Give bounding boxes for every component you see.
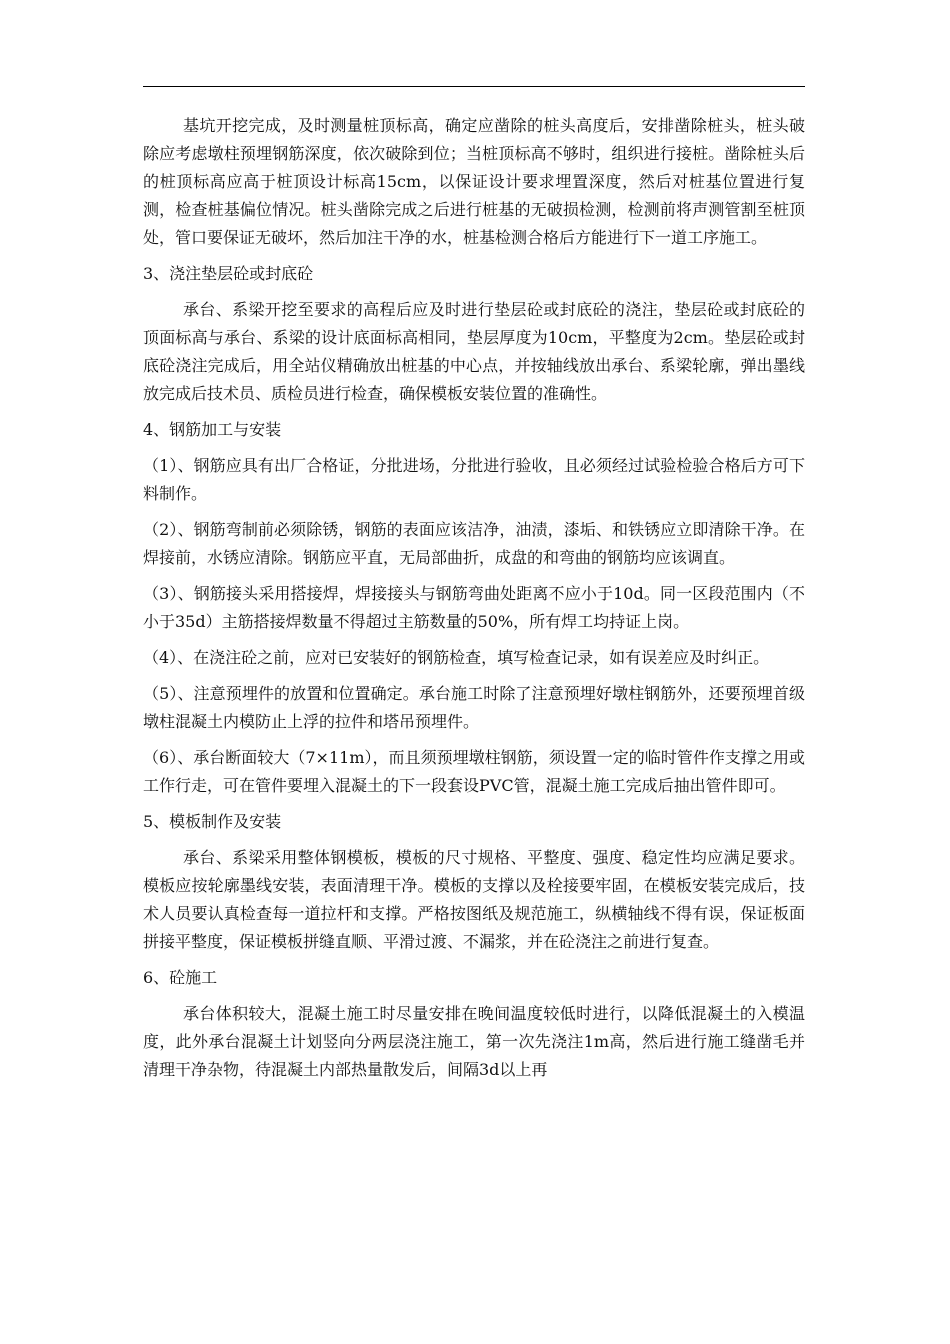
list-item-rebar-1: （1）、钢筋应具有出厂合格证，分批进场，分批进行验收，且必须经过试验检验合格后方可下料制作。	[143, 456, 805, 503]
section-heading-5: 5、模板制作及安装	[143, 812, 282, 831]
paragraph-concrete-construction: 承台体积较大，混凝土施工时尽量安排在晚间温度较低时进行，以降低混凝土的入模温度，此外承台混凝土计划竖向分两层浇注施工，第一次先浇注1m高，然后进行施工缝凿毛并清理干净杂物，待混凝土内部热量散发后，间隔3d以上再	[143, 1004, 805, 1079]
list-item-rebar-6: （6）、承台断面较大（7×11m），而且须预埋墩柱钢筋，须设置一定的临时管件作支撑之用或工作行走，可在管件要埋入混凝土的下一段套设PVC管，混凝土施工完成后抽出管件即可。	[143, 748, 805, 795]
paragraph-pile-head-removal: 基坑开挖完成，及时测量桩顶标高，确定应凿除的桩头高度后，安排凿除桩头，桩头破除应考虑墩柱预埋钢筋深度，依次破除到位；当桩顶标高不够时，组织进行接桩。凿除桩头后的桩顶标高应高于桩顶设计标高15cm，以保证设计要求埋置深度，然后对桩基位置进行复测，检查桩基偏位情况。桩头凿除完成之后进行桩基的无破损检测，检测前将声测管割至桩顶处，管口要保证无破坏，然后加注干净的水，桩基检测合格后方能进行下一道工序施工。	[143, 116, 805, 247]
list-item-rebar-5: （5）、注意预埋件的放置和位置确定。承台施工时除了注意预埋好墩柱钢筋外，还要预埋首级墩柱混凝土内模防止上浮的拉件和塔吊预埋件。	[143, 684, 805, 731]
list-item-rebar-4: （4）、在浇注砼之前，应对已安装好的钢筋检查，填写检查记录，如有误差应及时纠正。	[143, 648, 770, 667]
paragraph-cushion-concrete: 承台、系梁开挖至要求的高程后应及时进行垫层砼或封底砼的浇注，垫层砼或封底砼的顶面标高与承台、系梁的设计底面标高相同，垫层厚度为10cm，平整度为2cm。垫层砼或封底砼浇注完成后，用全站仪精确放出桩基的中心点，并按轴线放出承台、系梁轮廓，弹出墨线放完成后技术员、质检员进行检查，确保模板安装位置的准确性。	[143, 300, 805, 403]
list-item-rebar-2: （2）、钢筋弯制前必须除锈，钢筋的表面应该洁净，油渍，漆垢、和铁锈应立即清除干净。在焊接前，水锈应清除。钢筋应平直，无局部曲折，成盘的和弯曲的钢筋均应该调直。	[143, 520, 805, 567]
section-heading-6: 6、砼施工	[143, 968, 218, 987]
paragraph-formwork: 承台、系梁采用整体钢模板，模板的尺寸规格、平整度、强度、稳定性均应满足要求。模板应按轮廓墨线安装，表面清理干净。模板的支撑以及栓接要牢固，在模板安装完成后，技术人员要认真检查每一道拉杆和支撑。严格按图纸及规范施工，纵横轴线不得有误，保证板面拼接平整度，保证模板拼缝直顺、平滑过渡、不漏浆，并在砼浇注之前进行复查。	[143, 848, 805, 951]
document-body	[143, 112, 805, 1084]
list-item-rebar-3: （3）、钢筋接头采用搭接焊，焊接接头与钢筋弯曲处距离不应小于10d。同一区段范围内（不小于35d）主筋搭接焊数量不得超过主筋数量的50%，所有焊工均持证上岗。	[143, 584, 805, 631]
header-rule	[143, 86, 805, 87]
section-heading-3: 3、浇注垫层砼或封底砼	[143, 264, 314, 283]
section-heading-4: 4、钢筋加工与安装	[143, 420, 282, 439]
